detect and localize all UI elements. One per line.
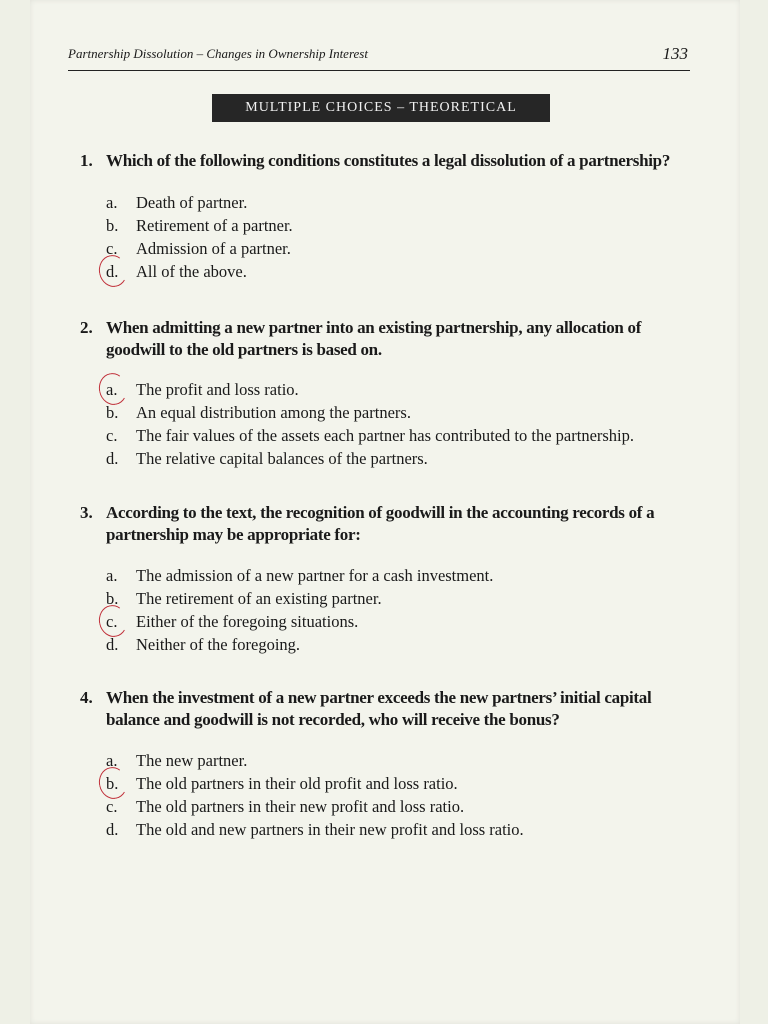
choice-2d: d. The relative capital balances of the partners. xyxy=(106,449,428,468)
question-2 xyxy=(80,317,700,470)
choice-2a: a. The profit and loss ratio. xyxy=(106,378,700,401)
choice-4b: b. The old partners in their old profit and loss ratio. xyxy=(106,772,700,795)
choice-4d: d. The old and new partners in their new profit and loss ratio. xyxy=(106,820,524,839)
choice-3a: a. The admission of a new partner for a cash investment. xyxy=(106,566,494,585)
question-4 xyxy=(80,687,700,841)
choice-2c: c. The fair values of the assets each partner has contributed to the partnership. xyxy=(106,426,635,445)
choice-4a: a. The new partner. xyxy=(106,751,248,770)
question-text: According to the text, the recognition of goodwill in the accounting records of a partnership may be appropriate for: xyxy=(106,503,655,544)
choice-1c: c. Admission of a partner. xyxy=(106,239,291,258)
question-number: 2. xyxy=(80,318,93,337)
running-title: Partnership Dissolution – Changes in Ownership Interest xyxy=(68,46,368,61)
section-title: MULTIPLE CHOICES – THEORETICAL xyxy=(212,94,550,122)
page-number: 133 xyxy=(662,44,688,63)
choice-3b: b. The retirement of an existing partner. xyxy=(106,589,382,608)
choice-4c: c. The old partners in their new profit and loss ratio. xyxy=(106,797,465,816)
question-text: When admitting a new partner into an existing partnership, any allocation of goodwill to the old partners is based on. xyxy=(106,318,642,359)
page-header xyxy=(68,44,690,71)
choice-3d: d. Neither of the foregoing. xyxy=(106,635,301,654)
question-number: 1. xyxy=(80,151,93,170)
choice-2b: b. An equal distribution among the partners. xyxy=(106,403,411,422)
choice-1a: a. Death of partner. xyxy=(106,193,248,212)
choice-1b: b. Retirement of a partner. xyxy=(106,216,293,235)
choice-1d: d. All of the above. xyxy=(106,260,700,283)
question-3 xyxy=(80,502,700,656)
question-text: Which of the following conditions constitutes a legal dissolution of a partnership? xyxy=(106,151,671,170)
choice-3c: c. Either of the foregoing situations. xyxy=(106,610,700,633)
question-number: 4. xyxy=(80,688,93,707)
question-text: When the investment of a new partner exceeds the new partners’ initial capital balance and goodwill is not recorded, who will receive the bonus? xyxy=(106,688,652,729)
question-1 xyxy=(80,150,700,283)
question-number: 3. xyxy=(80,503,93,522)
